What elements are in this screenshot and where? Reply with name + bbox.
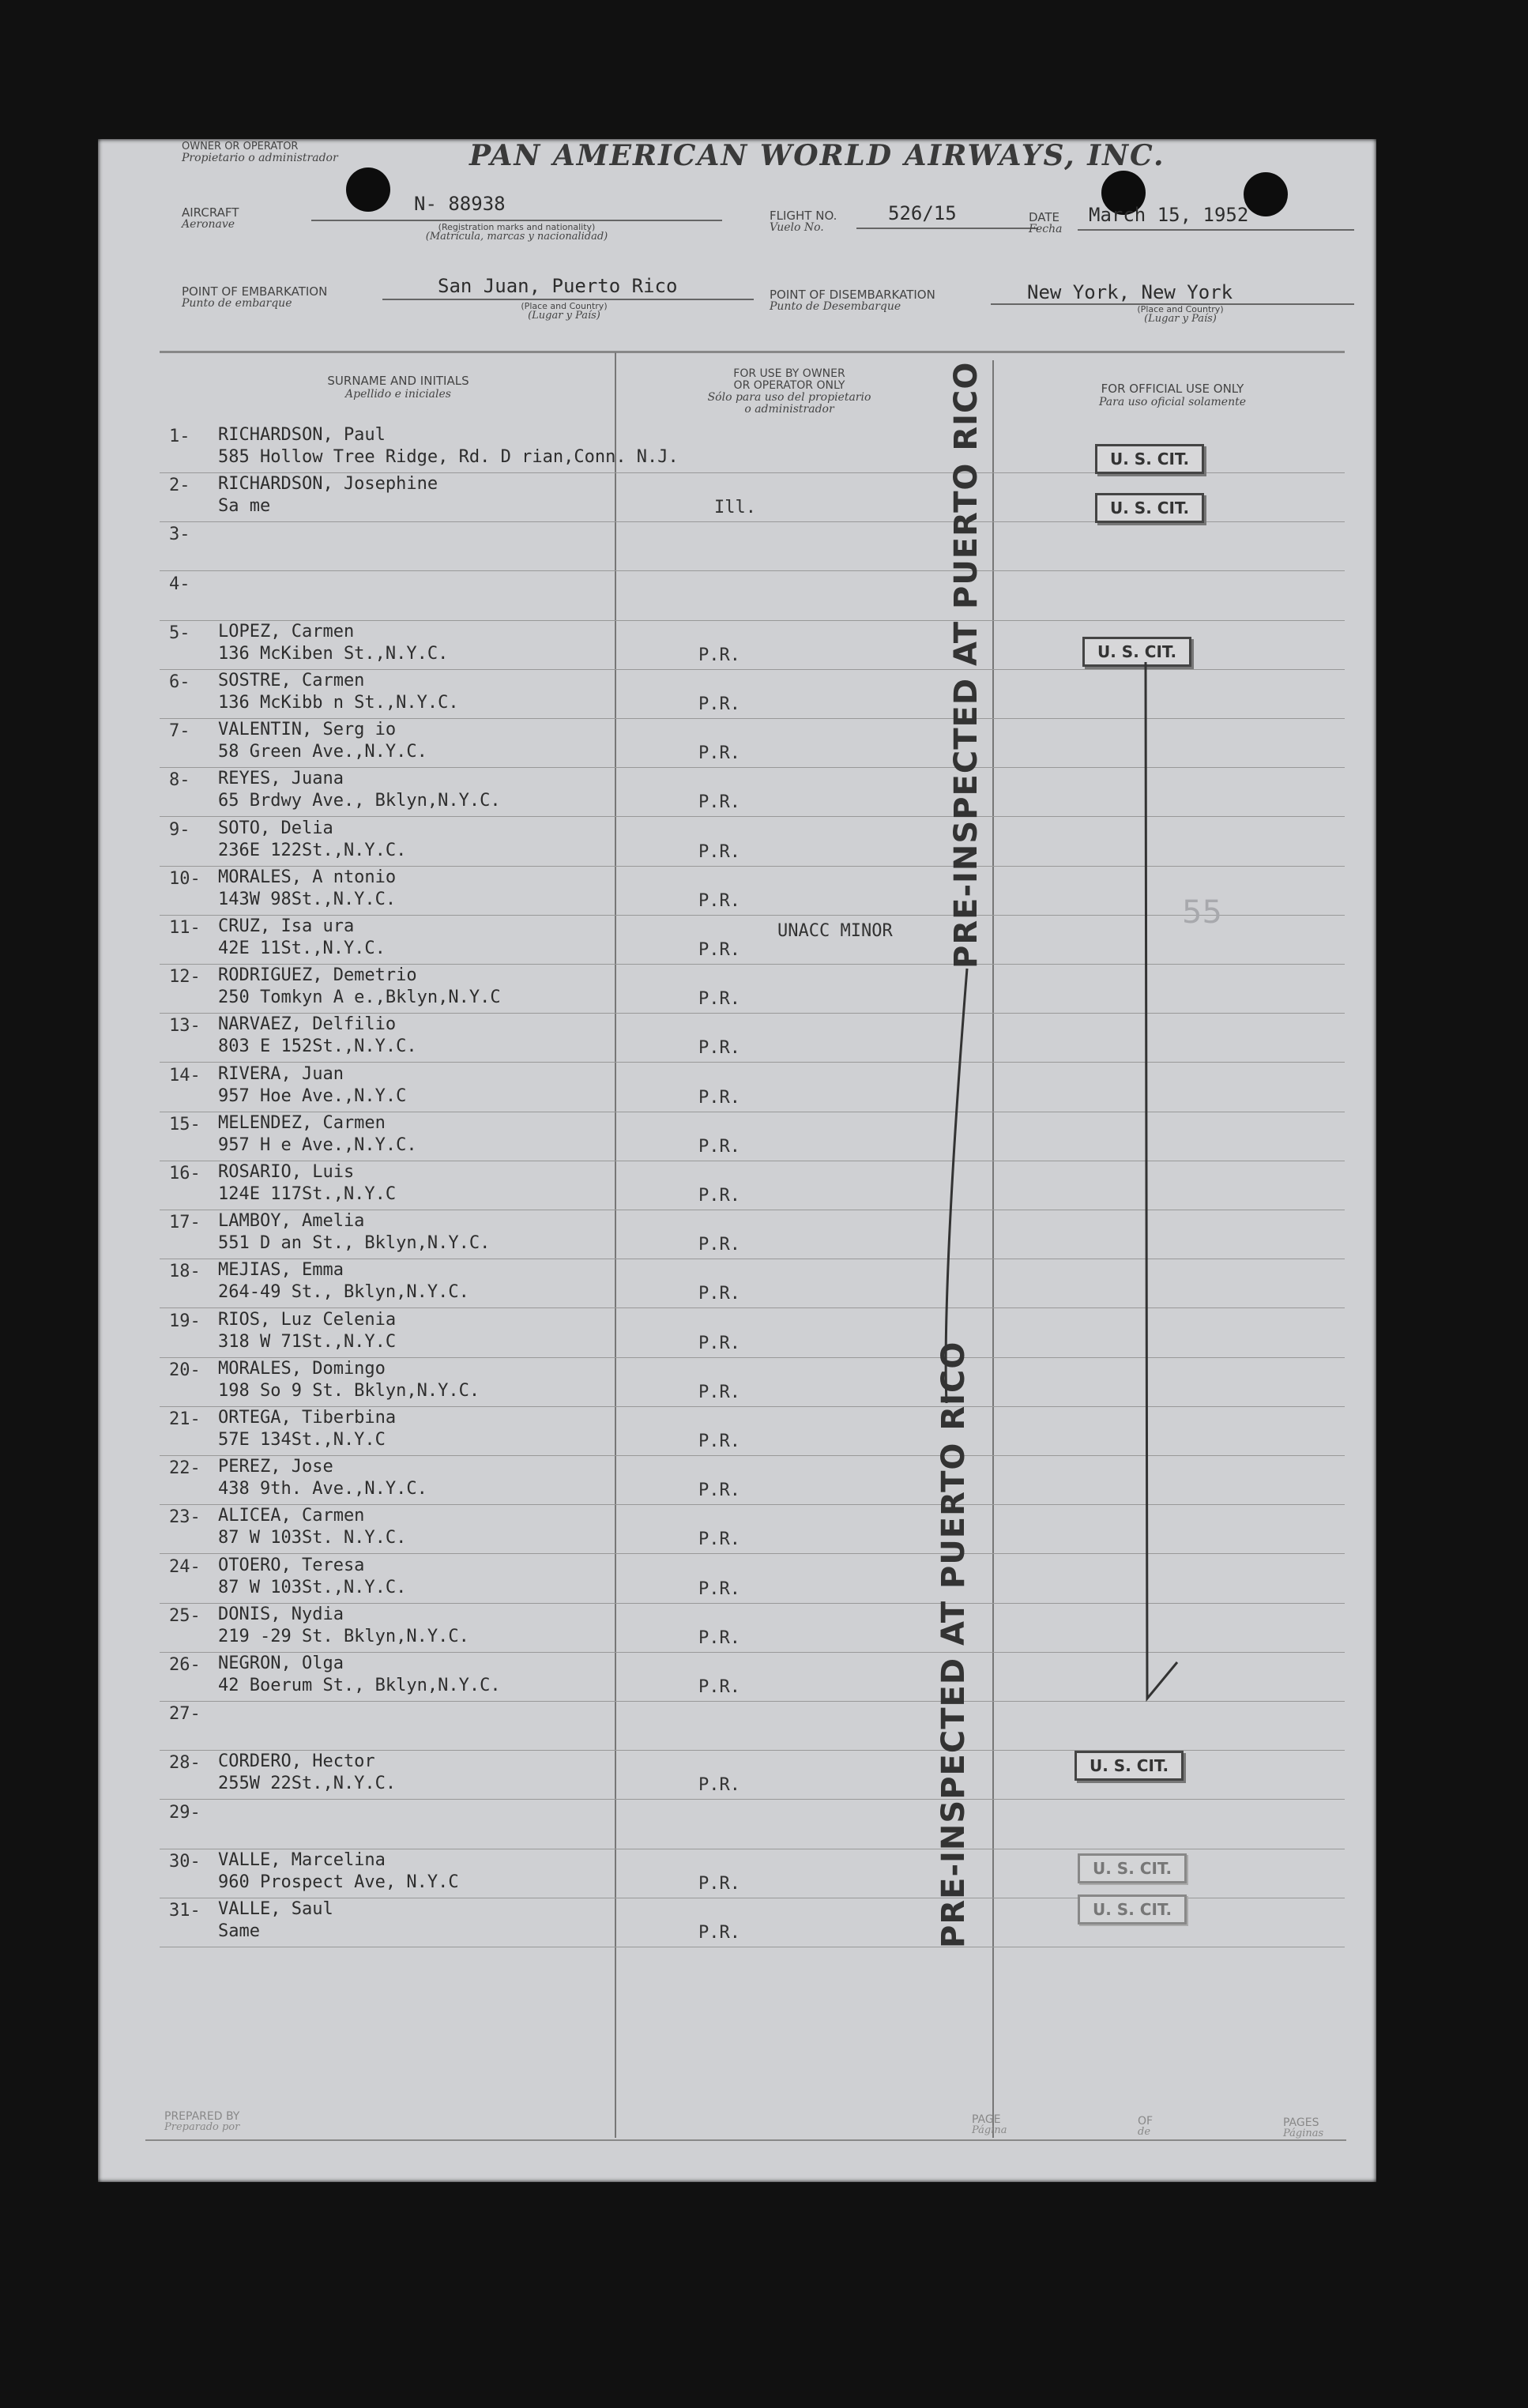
- passenger-address: 136 McKiben St.,N.Y.C.: [218, 644, 449, 664]
- row-number: 23-: [169, 1507, 201, 1527]
- passenger-address: 255W 22St.,N.Y.C.: [218, 1774, 397, 1793]
- us-citizen-stamp: U. S. CIT.: [1074, 1751, 1184, 1781]
- disembark-place-label: (Place and Country) (Lugar y País): [1137, 304, 1224, 325]
- of-label: OF de: [1138, 2115, 1154, 2138]
- row-number: 8-: [169, 770, 190, 790]
- origin-code: P.R.: [698, 1186, 740, 1206]
- row-number: 5-: [169, 623, 190, 643]
- row-number: 24-: [169, 1557, 201, 1577]
- origin-code: P.R.: [698, 1334, 740, 1353]
- passenger-name: RICHARDSON, Paul: [218, 425, 386, 445]
- row-number: 1-: [169, 427, 190, 446]
- passenger-address: 318 W 71St.,N.Y.C: [218, 1332, 397, 1352]
- row-number: 15-: [169, 1115, 201, 1134]
- passenger-name: ROSARIO, Luis: [218, 1162, 355, 1182]
- passenger-count: 55: [1182, 894, 1222, 931]
- passenger-name: LOPEZ, Carmen: [218, 622, 355, 642]
- origin-code: P.R.: [698, 1923, 740, 1943]
- origin-code: P.R.: [698, 989, 740, 1009]
- row-number: 21-: [169, 1409, 201, 1429]
- embarkation-label: POINT OF EMBARKATION Punto de embarque: [182, 284, 328, 310]
- date-value: March 15, 1952: [1089, 204, 1249, 226]
- passenger-address: 42 Boerum St., Bklyn,N.Y.C.: [218, 1676, 501, 1695]
- origin-code: P.R.: [698, 1874, 740, 1894]
- passenger-address: 42E 11St.,N.Y.C.: [218, 939, 386, 958]
- passenger-name: LAMBOY, Amelia: [218, 1211, 365, 1231]
- passenger-address: 58 Green Ave.,N.Y.C.: [218, 742, 427, 762]
- passenger-address: Sa me: [218, 496, 271, 516]
- origin-code: Ill.: [714, 498, 756, 517]
- origin-code: P.R.: [698, 645, 740, 665]
- us-citizen-stamp: U. S. CIT.: [1078, 1894, 1187, 1925]
- passenger-address: 585 Hollow Tree Ridge, Rd. D rian,Conn. N.J.: [218, 447, 679, 467]
- row-number: 2-: [169, 476, 190, 495]
- origin-code: P.R.: [698, 1529, 740, 1549]
- preinspected-stamp: PRE-INSPECTED AT PUERTO RICO: [935, 1341, 972, 1948]
- origin-code: P.R.: [698, 1481, 740, 1500]
- row-number: 3-: [169, 525, 190, 544]
- embarkation-value: San Juan, Puerto Rico: [438, 275, 678, 297]
- origin-code: P.R.: [698, 694, 740, 714]
- row-number: 11-: [169, 918, 201, 938]
- passenger-name: RIOS, Luz Celenia: [218, 1310, 397, 1330]
- owner-label: OWNER OR OPERATOR Propietario o administrador: [182, 141, 338, 164]
- row-number: 27-: [169, 1704, 201, 1724]
- passenger-name: NARVAEZ, Delfilio: [218, 1014, 397, 1034]
- passenger-name: MEJIAS, Emma: [218, 1260, 344, 1280]
- passenger-name: MORALES, A ntonio: [218, 867, 397, 887]
- row-number: 14-: [169, 1066, 201, 1085]
- passenger-address: 87 W 103St. N.Y.C.: [218, 1528, 407, 1548]
- row-number: 6-: [169, 672, 190, 692]
- row-number: 29-: [169, 1803, 201, 1823]
- row-number: 20-: [169, 1360, 201, 1380]
- passenger-address: 957 H e Ave.,N.Y.C.: [218, 1135, 417, 1155]
- passenger-name: ORTEGA, Tiberbina: [218, 1408, 397, 1428]
- us-citizen-stamp: U. S. CIT.: [1095, 444, 1204, 474]
- prepared-by-label: PREPARED BY Preparado por: [164, 2110, 240, 2133]
- origin-code: P.R.: [698, 1284, 740, 1304]
- passenger-name: VALENTIN, Serg io: [218, 720, 397, 739]
- passenger-name: RIVERA, Juan: [218, 1064, 344, 1084]
- origin-code: P.R.: [698, 1579, 740, 1599]
- passenger-address: 87 W 103St.,N.Y.C.: [218, 1578, 407, 1597]
- origin-code: P.R.: [698, 1775, 740, 1795]
- row-note: UNACC MINOR: [777, 921, 893, 941]
- row-number: 30-: [169, 1852, 201, 1872]
- flight-value: 526/15: [888, 202, 957, 224]
- surname-column-header: SURNAME AND INITIALS Apellido e iniciales: [327, 374, 469, 401]
- aircraft-label: AIRCRAFT Aeronave: [182, 205, 239, 231]
- flight-label: FLIGHT NO. Vuelo No.: [770, 209, 837, 234]
- passenger-address: 143W 98St.,N.Y.C.: [218, 890, 397, 909]
- passenger-name: CORDERO, Hector: [218, 1751, 375, 1771]
- aircraft-value: N- 88938: [414, 193, 506, 215]
- origin-code: P.R.: [698, 1677, 740, 1697]
- passenger-name: VALLE, Saul: [218, 1899, 333, 1919]
- row-number: 12-: [169, 967, 201, 987]
- pages-label: PAGES Páginas: [1283, 2116, 1324, 2139]
- passenger-name: NEGRON, Olga: [218, 1654, 344, 1673]
- us-citizen-stamp: U. S. CIT.: [1095, 493, 1204, 523]
- origin-code: P.R.: [698, 1383, 740, 1402]
- origin-code: P.R.: [698, 940, 740, 960]
- passenger-address: 957 Hoe Ave.,N.Y.C: [218, 1086, 407, 1106]
- origin-code: P.R.: [698, 1038, 740, 1058]
- official-use-column-header: FOR OFFICIAL USE ONLY Para uso oficial solamente: [1099, 382, 1246, 408]
- manifest-sheet: [98, 139, 1376, 2182]
- passenger-name: ALICEA, Carmen: [218, 1506, 365, 1526]
- row-number: 22-: [169, 1458, 201, 1478]
- row-number: 17-: [169, 1213, 201, 1232]
- origin-code: P.R.: [698, 1235, 740, 1255]
- passenger-name: MELENDEZ, Carmen: [218, 1113, 386, 1133]
- company-name: PAN AMERICAN WORLD AIRWAYS, INC.: [469, 139, 1165, 172]
- passenger-address: 136 McKibb n St.,N.Y.C.: [218, 693, 459, 713]
- row-number: 7-: [169, 721, 190, 741]
- owner-use-column-header: FOR USE BY OWNER OR OPERATOR ONLY Sólo para uso del propietario o administrador: [707, 367, 871, 416]
- origin-code: P.R.: [698, 743, 740, 763]
- passenger-address: 236E 122St.,N.Y.C.: [218, 841, 407, 860]
- origin-code: P.R.: [698, 1137, 740, 1157]
- passenger-address: 551 D an St., Bklyn,N.Y.C.: [218, 1233, 491, 1253]
- row-number: 25-: [169, 1606, 201, 1626]
- passenger-name: OTOERO, Teresa: [218, 1556, 365, 1575]
- passenger-address: 124E 117St.,N.Y.C: [218, 1184, 397, 1204]
- row-number: 19-: [169, 1311, 201, 1331]
- origin-code: P.R.: [698, 1088, 740, 1108]
- passenger-address: 198 So 9 St. Bklyn,N.Y.C.: [218, 1381, 480, 1401]
- row-number: 4-: [169, 574, 190, 594]
- passenger-address: 264-49 St., Bklyn,N.Y.C.: [218, 1282, 469, 1302]
- passenger-address: 960 Prospect Ave, N.Y.C: [218, 1872, 459, 1892]
- origin-code: P.R.: [698, 792, 740, 812]
- passenger-address: 219 -29 St. Bklyn,N.Y.C.: [218, 1627, 469, 1646]
- preinspected-stamp: PRE-INSPECTED AT PUERTO RICO: [948, 361, 984, 969]
- passenger-address: 438 9th. Ave.,N.Y.C.: [218, 1479, 427, 1499]
- row-number: 13-: [169, 1016, 201, 1036]
- registration-label: (Registration marks and nationality) (Matrícula, marcas y nacionalidad): [425, 222, 608, 243]
- passenger-address: 803 E 152St.,N.Y.C.: [218, 1037, 417, 1056]
- page-label: PAGE Página: [972, 2113, 1007, 2136]
- origin-code: P.R.: [698, 891, 740, 911]
- origin-code: P.R.: [698, 1432, 740, 1451]
- passenger-name: CRUZ, Isa ura: [218, 916, 355, 936]
- row-number: 18-: [169, 1262, 201, 1281]
- passenger-address: 57E 134St.,N.Y.C: [218, 1430, 386, 1450]
- us-citizen-stamp: U. S. CIT.: [1078, 1853, 1187, 1883]
- row-number: 31-: [169, 1901, 201, 1921]
- passenger-name: RICHARDSON, Josephine: [218, 474, 438, 494]
- row-number: 16-: [169, 1164, 201, 1183]
- disembarkation-label: POINT OF DISEMBARKATION Punto de Desembarque: [770, 288, 935, 313]
- passenger-name: MORALES, Domingo: [218, 1359, 386, 1379]
- date-label: DATE Fecha: [1029, 210, 1063, 235]
- passenger-name: SOTO, Delia: [218, 818, 333, 838]
- row-number: 28-: [169, 1753, 201, 1773]
- us-citizen-stamp: U. S. CIT.: [1082, 637, 1191, 667]
- origin-code: P.R.: [698, 1628, 740, 1648]
- passenger-name: PEREZ, Jose: [218, 1457, 333, 1477]
- disembarkation-value: New York, New York: [1027, 281, 1233, 303]
- passenger-name: REYES, Juana: [218, 769, 344, 788]
- origin-code: P.R.: [698, 842, 740, 862]
- passenger-name: SOSTRE, Carmen: [218, 671, 365, 690]
- passenger-name: DONIS, Nydia: [218, 1605, 344, 1624]
- row-number: 10-: [169, 869, 201, 889]
- passenger-address: 250 Tomkyn A e.,Bklyn,N.Y.C: [218, 988, 501, 1007]
- row-number: 9-: [169, 820, 190, 840]
- bracket-lines: [98, 139, 1376, 2182]
- passenger-name: VALLE, Marcelina: [218, 1850, 386, 1870]
- passenger-name: RODRIGUEZ, Demetrio: [218, 965, 417, 985]
- passenger-address: Same: [218, 1921, 260, 1941]
- row-number: 26-: [169, 1655, 201, 1675]
- embark-place-label: (Place and Country) (Lugar y País): [521, 301, 608, 322]
- passenger-address: 65 Brdwy Ave., Bklyn,N.Y.C.: [218, 791, 501, 811]
